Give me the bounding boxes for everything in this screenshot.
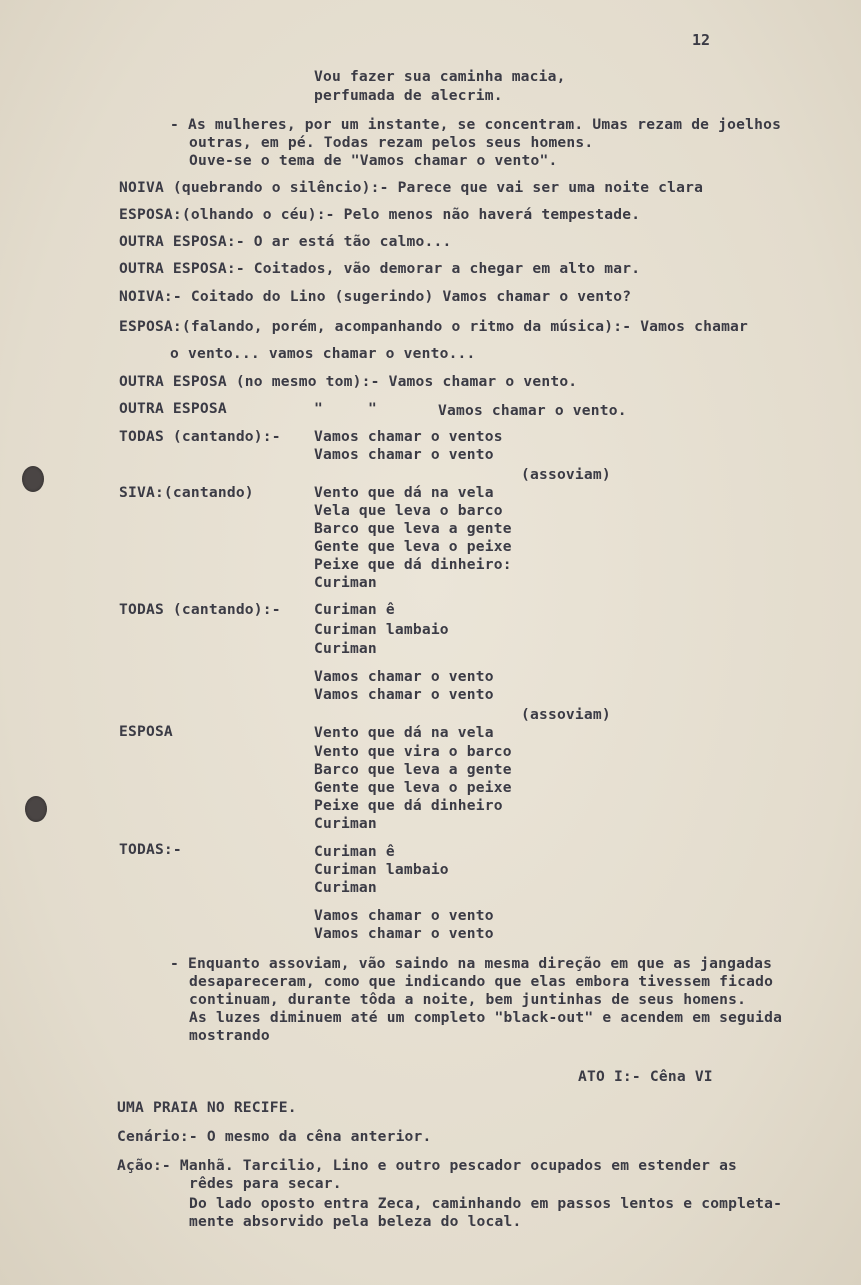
dialogue-line: Vamos chamar o vento. xyxy=(438,402,627,419)
song-line: Vamos chamar o vento xyxy=(314,668,494,685)
action-line: Do lado oposto entra Zeca, caminhando em passos lentos e completa- xyxy=(189,1195,783,1212)
song-line: Curiman xyxy=(314,815,377,832)
song-line: Barco que leva a gente xyxy=(314,761,512,778)
stage-direction: continuam, durante tôda a noite, bem juntinhas de seus homens. xyxy=(189,991,747,1008)
action-line: Ação:- Manhã. Tarcilio, Lino e outro pescador ocupados em estender as xyxy=(117,1157,738,1174)
song-line: Curiman xyxy=(314,879,377,896)
song-line: Vamos chamar o vento xyxy=(314,446,494,463)
ditto-mark: " xyxy=(368,400,377,417)
song-cue: (assoviam) xyxy=(521,706,611,723)
stage-direction: mostrando xyxy=(189,1027,270,1044)
dialogue-line: OUTRA ESPOSA:- O ar está tão calmo... xyxy=(119,233,452,250)
song-line: Curiman xyxy=(314,574,377,591)
song-line: Vela que leva o barco xyxy=(314,502,503,519)
dialogue-line: o vento... vamos chamar o vento... xyxy=(170,345,476,362)
song-line: Vamos chamar o vento xyxy=(314,907,494,924)
speaker-name: SIVA:(cantando) xyxy=(119,484,254,501)
song-line: Vento que vira o barco xyxy=(314,743,512,760)
action-line: rêdes para secar. xyxy=(189,1175,342,1192)
speaker-name: TODAS (cantando):- xyxy=(119,428,281,445)
dialogue-line: NOIVA (quebrando o silêncio):- Parece que vai ser uma noite clara xyxy=(119,179,704,196)
stage-direction: outras, em pé. Todas rezam pelos seus homens. xyxy=(189,134,594,151)
song-line: Vento que dá na vela xyxy=(314,724,494,741)
dialogue-line: ESPOSA:(falando, porém, acompanhando o ritmo da música):- Vamos chamar xyxy=(119,318,749,335)
verse-line: perfumada de alecrim. xyxy=(314,87,503,104)
speaker-name: TODAS:- xyxy=(119,841,182,858)
stage-direction: Ouve-se o tema de "Vamos chamar o vento". xyxy=(189,152,558,169)
stage-direction: - As mulheres, por um instante, se concentram. Umas rezam de joelhos xyxy=(170,116,782,133)
song-line: Vamos chamar o vento xyxy=(314,686,494,703)
dialogue-line: ESPOSA:(olhando o céu):- Pelo menos não haverá tempestade. xyxy=(119,206,641,223)
speaker-name: OUTRA ESPOSA xyxy=(119,400,227,417)
song-cue: (assoviam) xyxy=(521,466,611,483)
song-line: Curiman ê xyxy=(314,843,395,860)
page-number: 12 xyxy=(692,31,711,49)
punch-hole xyxy=(22,466,44,492)
speaker-name: TODAS (cantando):- xyxy=(119,601,281,618)
song-line: Vamos chamar o ventos xyxy=(314,428,503,445)
speaker-name: ESPOSA xyxy=(119,723,173,740)
dialogue-line: OUTRA ESPOSA:- Coitados, vão demorar a chegar em alto mar. xyxy=(119,260,641,277)
verse-line: Vou fazer sua caminha macia, xyxy=(314,68,566,85)
scenery-line: Cenário:- O mesmo da cêna anterior. xyxy=(117,1128,432,1145)
song-line: Vamos chamar o vento xyxy=(314,925,494,942)
stage-direction: - Enquanto assoviam, vão saindo na mesma direção em que as jangadas xyxy=(170,955,773,972)
action-line: mente absorvido pela beleza do local. xyxy=(189,1213,522,1230)
song-line: Barco que leva a gente xyxy=(314,520,512,537)
dialogue-line: OUTRA ESPOSA (no mesmo tom):- Vamos chamar o vento. xyxy=(119,373,578,390)
song-line: Curiman lambaio xyxy=(314,621,449,638)
stage-direction: desapareceram, como que indicando que elas embora tivessem ficado xyxy=(189,973,774,990)
punch-hole xyxy=(25,796,47,822)
ditto-mark: " xyxy=(314,400,323,417)
song-line: Gente que leva o peixe xyxy=(314,538,512,555)
song-line: Peixe que dá dinheiro xyxy=(314,797,503,814)
song-line: Vento que dá na vela xyxy=(314,484,494,501)
song-line: Curiman ê xyxy=(314,601,395,618)
dialogue-line: NOIVA:- Coitado do Lino (sugerindo) Vamos chamar o vento? xyxy=(119,288,632,305)
song-line: Curiman xyxy=(314,640,377,657)
setting-heading: UMA PRAIA NO RECIFE. xyxy=(117,1099,297,1116)
stage-direction: As luzes diminuem até um completo "black-out" e acendem em seguida xyxy=(189,1009,783,1026)
song-line: Curiman lambaio xyxy=(314,861,449,878)
song-line: Gente que leva o peixe xyxy=(314,779,512,796)
song-line: Peixe que dá dinheiro: xyxy=(314,556,512,573)
act-scene-heading: ATO I:- Cêna VI xyxy=(578,1068,713,1085)
